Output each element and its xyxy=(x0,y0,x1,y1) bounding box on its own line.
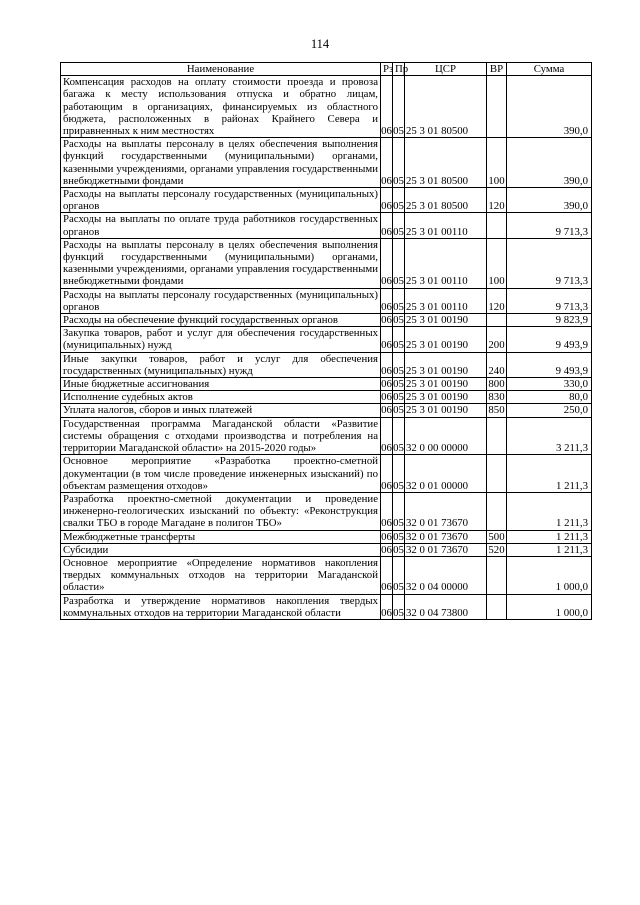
row-vr: 120 xyxy=(487,288,507,313)
table-row xyxy=(61,530,592,543)
row-sum: 1 211,3 xyxy=(507,543,592,556)
table-row xyxy=(61,594,592,619)
row-csr: 25 3 01 00190 xyxy=(405,404,487,417)
row-vr: 240 xyxy=(487,352,507,377)
row-csr: 32 0 00 00000 xyxy=(405,417,487,455)
row-pr: 05 xyxy=(393,327,405,352)
row-vr: 100 xyxy=(487,138,507,188)
row-vr: 120 xyxy=(487,188,507,213)
budget-table xyxy=(60,62,592,620)
row-name: Основное мероприятие «Определение нормативов накопления твердых коммунальных отходов на территории Магаданской области» xyxy=(61,556,381,594)
row-csr: 25 3 01 00190 xyxy=(405,327,487,352)
row-rz: 06 xyxy=(381,138,393,188)
row-csr: 25 3 01 00110 xyxy=(405,288,487,313)
row-csr: 32 0 01 73670 xyxy=(405,543,487,556)
table-row xyxy=(61,76,592,138)
header-rz: Рз xyxy=(381,63,393,76)
row-rz: 06 xyxy=(381,391,392,404)
row-vr xyxy=(487,556,507,594)
row-sum: 390,0 xyxy=(507,76,592,138)
row-rz: 06 xyxy=(381,352,393,377)
row-name: Субсидии xyxy=(61,543,381,556)
row-csr: 32 0 01 73670 xyxy=(405,530,487,543)
table-row xyxy=(61,138,592,188)
row-csr: 25 3 01 00110 xyxy=(405,213,487,238)
table-row xyxy=(61,288,592,313)
row-name: Расходы на выплаты персоналу государственных (муниципальных) органов xyxy=(61,188,381,213)
table-row xyxy=(61,391,592,404)
row-sum: 9 713,3 xyxy=(507,288,592,313)
row-vr: 850 xyxy=(488,404,505,417)
row-sum: 1 211,3 xyxy=(507,530,592,543)
row-name: Расходы на обеспечение функций государственных органов xyxy=(61,314,381,327)
row-pr: 05 xyxy=(393,404,404,417)
table-row xyxy=(61,314,592,327)
row-name: Иные закупки товаров, работ и услуг для обеспечения государственных (муниципальных) нужд xyxy=(61,352,381,377)
row-rz: 06 xyxy=(381,188,393,213)
row-pr: 05 xyxy=(393,378,404,391)
row-csr: 25 3 01 80500 xyxy=(405,138,487,188)
row-vr xyxy=(487,455,507,493)
row-pr: 05 xyxy=(393,314,404,327)
row-csr: 25 3 01 00190 xyxy=(405,391,487,404)
row-pr: 05 xyxy=(393,213,405,238)
row-sum: 390,0 xyxy=(507,138,592,188)
row-pr: 05 xyxy=(393,138,405,188)
row-vr: 520 xyxy=(488,543,505,556)
row-rz: 06 xyxy=(381,288,393,313)
row-pr: 05 xyxy=(393,417,405,455)
table-row xyxy=(61,417,592,455)
table-row xyxy=(61,213,592,238)
header-sum: Сумма xyxy=(507,63,592,76)
row-csr: 32 0 01 73670 xyxy=(405,492,487,530)
row-vr xyxy=(487,594,507,619)
row-pr: 05 xyxy=(393,352,405,377)
row-vr: 800 xyxy=(488,378,505,391)
row-pr: 05 xyxy=(393,288,405,313)
row-sum: 390,0 xyxy=(507,188,592,213)
row-rz: 06 xyxy=(381,492,393,530)
row-name: Расходы на выплаты персоналу государственных (муниципальных) органов xyxy=(61,288,381,313)
header-vr: ВР xyxy=(487,63,507,76)
table-row xyxy=(61,404,592,417)
row-csr: 25 3 01 00190 xyxy=(405,314,487,327)
row-rz: 06 xyxy=(381,455,393,493)
table-row xyxy=(61,455,592,493)
row-sum: 9 713,3 xyxy=(507,213,592,238)
row-rz: 06 xyxy=(381,76,393,138)
row-rz: 06 xyxy=(381,404,392,417)
row-name: Исполнение судебных актов xyxy=(61,391,381,404)
row-pr: 05 xyxy=(393,188,405,213)
row-pr: 05 xyxy=(393,594,405,619)
row-vr: 500 xyxy=(488,530,505,543)
row-vr xyxy=(487,492,507,530)
row-rz: 06 xyxy=(381,378,392,391)
row-name: Уплата налогов, сборов и иных платежей xyxy=(61,404,381,417)
page-number: 114 xyxy=(310,37,330,51)
row-rz: 06 xyxy=(381,556,393,594)
row-rz: 06 xyxy=(381,213,393,238)
row-sum: 250,0 xyxy=(507,404,592,417)
row-vr: 200 xyxy=(487,327,507,352)
row-pr: 05 xyxy=(393,391,404,404)
table-row xyxy=(61,543,592,556)
row-name: Разработка и утверждение нормативов накопления твердых коммунальных отходов на территории Магаданской области xyxy=(61,594,381,619)
table-header-row xyxy=(61,63,592,76)
row-rz: 06 xyxy=(381,314,392,327)
row-vr: 100 xyxy=(487,238,507,288)
row-csr: 25 3 01 80500 xyxy=(405,188,487,213)
row-pr: 05 xyxy=(393,543,404,556)
row-sum: 9 713,3 xyxy=(507,238,592,288)
row-csr: 25 3 01 80500 xyxy=(405,76,487,138)
row-vr xyxy=(487,76,507,138)
table-row xyxy=(61,327,592,352)
row-rz: 06 xyxy=(381,327,393,352)
row-vr xyxy=(487,417,507,455)
row-sum: 330,0 xyxy=(507,378,592,391)
row-csr: 32 0 04 00000 xyxy=(405,556,487,594)
row-pr: 05 xyxy=(393,76,405,138)
row-csr: 25 3 01 00190 xyxy=(405,352,487,377)
row-pr: 05 xyxy=(393,455,405,493)
table-row xyxy=(61,556,592,594)
row-csr: 25 3 01 00110 xyxy=(405,238,487,288)
table-row xyxy=(61,352,592,377)
row-name: Межбюджетные трансферты xyxy=(61,530,381,543)
row-sum: 9 493,9 xyxy=(507,352,592,377)
table-row xyxy=(61,188,592,213)
header-pr: Пр xyxy=(393,63,405,76)
row-vr xyxy=(487,213,507,238)
row-name: Расходы на выплаты персоналу в целях обеспечения выполнения функций государственными (муниципальными) органами, казенными учреждениями, органами управления государственными внебюджетными фондами xyxy=(61,238,381,288)
row-sum: 1 211,3 xyxy=(507,455,592,493)
header-name: Наименование xyxy=(61,63,381,76)
row-csr: 25 3 01 00190 xyxy=(405,378,487,391)
row-sum: 1 000,0 xyxy=(507,594,592,619)
row-vr xyxy=(487,314,507,327)
row-pr: 05 xyxy=(393,238,405,288)
row-name: Разработка проектно-сметной документации и проведение инженерно-геологических изысканий по объекту: «Реконструкция свалки ТБО в городе Магадане в полигон ТБО» xyxy=(61,492,381,530)
row-sum: 80,0 xyxy=(507,391,592,404)
row-sum: 9 493,9 xyxy=(507,327,592,352)
row-pr: 05 xyxy=(393,556,405,594)
table-row xyxy=(61,238,592,288)
row-name: Основное мероприятие «Разработка проектно-сметной документации (в том числе проведение инженерных изысканий) по объектам размещения отходов» xyxy=(61,455,381,493)
header-csr: ЦСР xyxy=(405,63,487,76)
table-row xyxy=(61,378,592,391)
row-rz: 06 xyxy=(381,238,393,288)
row-pr: 05 xyxy=(393,530,404,543)
row-name: Иные бюджетные ассигнования xyxy=(61,378,381,391)
row-sum: 1 211,3 xyxy=(507,492,592,530)
row-name: Расходы на выплаты персоналу в целях обеспечения выполнения функций государственными (муниципальными) органами, казенными учреждениями, органами управления государственными внебюджетными фондами xyxy=(61,138,381,188)
row-name: Закупка товаров, работ и услуг для обеспечения государственных (муниципальных) нужд xyxy=(61,327,381,352)
row-name: Расходы на выплаты по оплате труда работников государственных органов xyxy=(61,213,381,238)
row-rz: 06 xyxy=(381,417,393,455)
row-rz: 06 xyxy=(381,530,392,543)
row-rz: 06 xyxy=(381,594,393,619)
table-row xyxy=(61,492,592,530)
row-vr: 830 xyxy=(488,391,505,404)
row-csr: 32 0 01 00000 xyxy=(405,455,487,493)
row-sum: 9 823,9 xyxy=(507,314,592,327)
row-name: Компенсация расходов на оплату стоимости проезда и провоза багажа к месту использования отпуска и обратно лицам, работающим в организациях, финансируемых из областного бюджета, расположенных в районах Крайнего Севера и приравненных к ним местностях xyxy=(61,76,381,138)
row-csr: 32 0 04 73800 xyxy=(405,594,487,619)
row-sum: 3 211,3 xyxy=(507,417,592,455)
row-rz: 06 xyxy=(381,543,392,556)
row-name: Государственная программа Магаданской области «Развитие системы обращения с отходами производства и потребления на территории Магаданской области» на 2015-2020 годы» xyxy=(61,417,381,455)
row-sum: 1 000,0 xyxy=(507,556,592,594)
row-pr: 05 xyxy=(393,492,405,530)
